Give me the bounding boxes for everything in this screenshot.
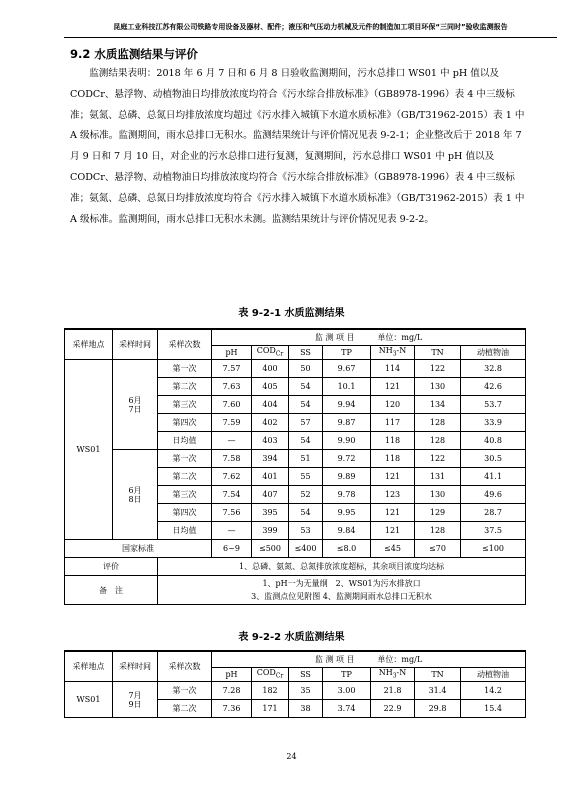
data-cell: 9.90 — [323, 432, 371, 450]
data-cell: 32.8 — [461, 360, 526, 378]
standard-cell: ≤400 — [289, 540, 323, 558]
standard-cell: ≤8.0 — [323, 540, 371, 558]
data-cell: 30.5 — [461, 450, 526, 468]
data-cell: 134 — [415, 396, 461, 414]
param-header: TN — [415, 346, 461, 360]
data-cell: 114 — [371, 360, 415, 378]
data-cell: 403 — [252, 432, 289, 450]
data-cell: 第三次 — [158, 396, 212, 414]
notes-row — [65, 576, 526, 605]
data-cell: 122 — [415, 360, 461, 378]
data-cell: 51 — [289, 450, 323, 468]
data-cell: 7.58 — [212, 450, 252, 468]
col-date: 采样时间 — [113, 651, 158, 682]
data-cell: 394 — [252, 450, 289, 468]
data-cell: 第四次 — [158, 414, 212, 432]
data-cell: — — [212, 522, 252, 540]
data-cell: 121 — [371, 468, 415, 486]
standard-label: 国家标准 — [65, 540, 212, 558]
data-cell: 128 — [415, 414, 461, 432]
data-cell: 日均值 — [158, 432, 212, 450]
data-cell: 7.28 — [212, 682, 252, 700]
table2-caption: 表 9-2-2 水质监测结果 — [238, 632, 345, 643]
data-cell: 399 — [252, 522, 289, 540]
evaluation-text: 1、总磷、氨氮、总氮排放浓度超标，其余项目浓度均达标 — [158, 558, 526, 576]
data-cell: 54 — [289, 504, 323, 522]
data-cell: 55 — [289, 468, 323, 486]
data-cell: 7.59 — [212, 414, 252, 432]
col-items-header — [212, 651, 526, 668]
param-header: $NH_3-N$ — [371, 346, 415, 360]
data-cell: — — [212, 432, 252, 450]
param-header: $COD_{Cr}$ — [252, 346, 289, 360]
data-cell: 28.7 — [461, 504, 526, 522]
data-cell: 120 — [371, 396, 415, 414]
data-cell: 171 — [252, 700, 289, 718]
data-cell: 404 — [252, 396, 289, 414]
standard-cell: ≤100 — [461, 540, 526, 558]
data-cell: 122 — [415, 450, 461, 468]
data-cell: 9.87 — [323, 414, 371, 432]
data-cell: 400 — [252, 360, 289, 378]
data-cell: 3.00 — [323, 682, 371, 700]
data-cell: 9.84 — [323, 522, 371, 540]
paragraph-text: 监测结果表明：2018 年 6 月 7 日和 6 月 8 日验收监测期间，污水总排口 WS01 中 pH 值以及 CODCr、悬浮物、动植物油日均排放浓度均符合《污水综合排放标准》（GB8978-1996）表 4 中三级标准；氨氮、总磷、总氮日均排放浓度均超过《污水排入城镇下水道水质标准》（GB/T31962-2015）表 1 中 A 级标准。监测期间，雨水总排口无积水。监测结果统计与评价情况见表 9-2-1；企业整改后于 2018 年 7 月 9 日和 7 月 10 日，对企业的污水总排口进行复测，复测期间，污水总排口 WS01 中 pH 值以及 CODCr、悬浮物、动植物油日均排放浓度均符合《污水综合排放标准》（GB8978-1996）表 4 中三级标准；氨氮、总磷、总氮日均排放浓度均符合《污水排入城镇下水道水质标准》（GB/T31962-2015）表 1 中 A 级标准。监测期间，雨水总排口无积水未测。监测结果统计与评价情况见表 9-2-2。 — [70, 68, 525, 225]
data-cell: 50 — [289, 360, 323, 378]
param-header: TN — [415, 668, 461, 682]
data-cell: 54 — [289, 396, 323, 414]
data-cell: 128 — [415, 432, 461, 450]
site-cell: WS01 — [65, 360, 113, 540]
data-cell: 53 — [289, 522, 323, 540]
param-header: SS — [289, 668, 323, 682]
data-cell: 第一次 — [158, 360, 212, 378]
data-cell: 118 — [371, 432, 415, 450]
col-items-header — [212, 329, 526, 346]
data-cell: 54 — [289, 378, 323, 396]
data-cell: 401 — [252, 468, 289, 486]
water-quality-table-1 — [64, 328, 526, 605]
data-cell: 40.8 — [461, 432, 526, 450]
data-cell: 10.1 — [323, 378, 371, 396]
col-site: 采样地点 — [65, 329, 113, 360]
data-cell: 日均值 — [158, 522, 212, 540]
data-cell: 9.89 — [323, 468, 371, 486]
data-cell: 7.57 — [212, 360, 252, 378]
standard-cell: ≤45 — [371, 540, 415, 558]
evaluation-row — [65, 558, 526, 576]
col-count: 采样次数 — [158, 329, 212, 360]
data-cell: 33.9 — [461, 414, 526, 432]
param-header: 动植物油 — [461, 346, 526, 360]
data-cell: 49.6 — [461, 486, 526, 504]
data-cell: 第四次 — [158, 504, 212, 522]
date-cell: 6月 8日 — [113, 450, 158, 540]
data-cell: 29.8 — [415, 700, 461, 718]
page-number: 24 — [286, 752, 297, 761]
data-cell: 57 — [289, 414, 323, 432]
data-cell: 7.63 — [212, 378, 252, 396]
data-cell: 402 — [252, 414, 289, 432]
col-count: 采样次数 — [158, 651, 212, 682]
data-cell: 第一次 — [158, 682, 212, 700]
water-quality-table-2 — [64, 650, 526, 718]
param-header: $COD_{Cr}$ — [252, 668, 289, 682]
data-cell: 407 — [252, 486, 289, 504]
site-cell: WS01 — [65, 682, 113, 718]
data-cell: 第二次 — [158, 378, 212, 396]
data-cell: 121 — [371, 522, 415, 540]
data-cell: 130 — [415, 486, 461, 504]
data-cell: 7.56 — [212, 504, 252, 522]
data-cell: 22.9 — [371, 700, 415, 718]
table-row — [65, 682, 526, 700]
data-cell: 395 — [252, 504, 289, 522]
data-cell: 42.6 — [461, 378, 526, 396]
data-cell: 128 — [415, 522, 461, 540]
data-cell: 7.36 — [212, 700, 252, 718]
data-cell: 第三次 — [158, 486, 212, 504]
data-cell: 52 — [289, 486, 323, 504]
data-cell: 131 — [415, 468, 461, 486]
data-cell: 129 — [415, 504, 461, 522]
param-header: pH — [212, 668, 252, 682]
data-cell: 35 — [289, 682, 323, 700]
data-cell: 9.94 — [323, 396, 371, 414]
col-date: 采样时间 — [113, 329, 158, 360]
standard-cell: ≤70 — [415, 540, 461, 558]
data-cell: 15.4 — [461, 700, 526, 718]
items-label: 监 测 项 目 — [314, 655, 355, 664]
data-cell: 第二次 — [158, 700, 212, 718]
table1-caption: 表 9-2-1 水质监测结果 — [238, 308, 345, 319]
data-cell: 21.8 — [371, 682, 415, 700]
data-cell: 37.5 — [461, 522, 526, 540]
data-cell: 3.74 — [323, 700, 371, 718]
param-header: pH — [212, 346, 252, 360]
data-cell: 第二次 — [158, 468, 212, 486]
notes-label: 备 注 — [65, 576, 158, 605]
param-header: 动植物油 — [461, 668, 526, 682]
data-cell: 182 — [252, 682, 289, 700]
data-cell: 31.4 — [415, 682, 461, 700]
param-header: TP — [323, 668, 371, 682]
param-header: TP — [323, 346, 371, 360]
date-cell: 6月 7日 — [113, 360, 158, 450]
data-cell: 14.2 — [461, 682, 526, 700]
body-paragraph — [70, 64, 532, 230]
data-cell: 41.1 — [461, 468, 526, 486]
col-site: 采样地点 — [65, 651, 113, 682]
notes-text: 1、pH一为无量纲 2、WS01为污水排放口 3、监测点位见附图 4、监测期间雨水总排口无积水 — [158, 576, 526, 605]
table-row — [65, 450, 526, 468]
data-cell: 9.72 — [323, 450, 371, 468]
items-label: 监 测 项 目 — [314, 333, 355, 342]
data-cell: 9.95 — [323, 504, 371, 522]
unit-label: 单位：mg/L — [377, 333, 423, 342]
data-cell: 9.67 — [323, 360, 371, 378]
data-cell: 9.78 — [323, 486, 371, 504]
data-cell: 117 — [371, 414, 415, 432]
standard-cell: ≤500 — [252, 540, 289, 558]
data-cell: 38 — [289, 700, 323, 718]
standard-row — [65, 540, 526, 558]
data-cell: 54 — [289, 432, 323, 450]
data-cell: 123 — [371, 486, 415, 504]
data-cell: 118 — [371, 450, 415, 468]
param-header: SS — [289, 346, 323, 360]
data-cell: 7.60 — [212, 396, 252, 414]
date-cell: 7月 9日 — [113, 682, 158, 718]
section-title: 9.2 水质监测结果与评价 — [70, 47, 198, 61]
standard-cell: 6~9 — [212, 540, 252, 558]
data-cell: 7.54 — [212, 486, 252, 504]
data-cell: 53.7 — [461, 396, 526, 414]
unit-label: 单位：mg/L — [377, 655, 423, 664]
data-cell: 130 — [415, 378, 461, 396]
page-header: 昆庭工业科技江苏有限公司铁路专用设备及器材、配件；液压和气压动力机械及元件的制造加工项目环保“三同时”验收监测报告 — [64, 21, 557, 38]
table-row — [65, 360, 526, 378]
data-cell: 121 — [371, 378, 415, 396]
data-cell: 第一次 — [158, 450, 212, 468]
data-cell: 405 — [252, 378, 289, 396]
data-cell: 121 — [371, 504, 415, 522]
param-header: $NH_3-N$ — [371, 668, 415, 682]
evaluation-label: 评价 — [65, 558, 158, 576]
data-cell: 7.62 — [212, 468, 252, 486]
